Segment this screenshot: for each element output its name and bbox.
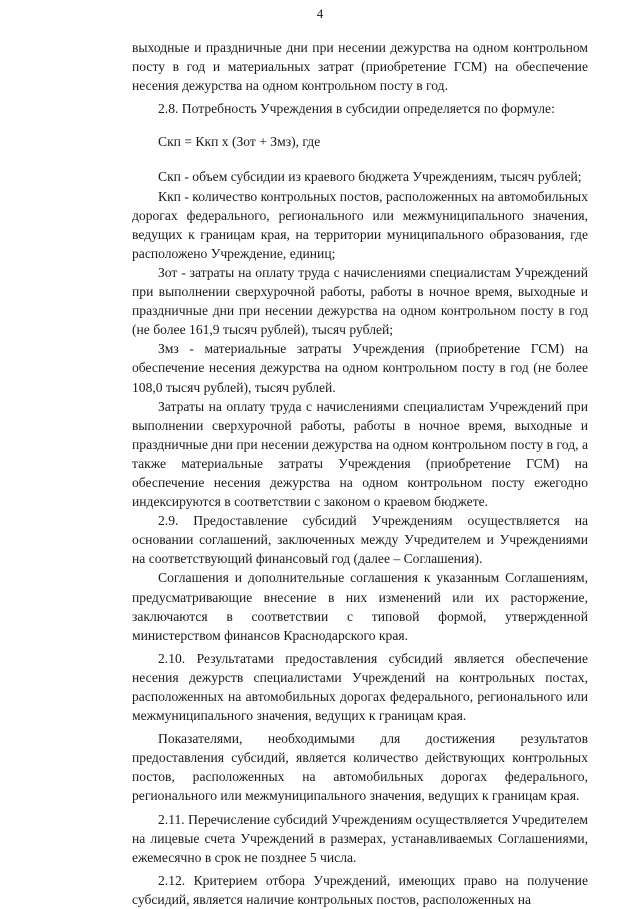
paragraph-2-9: 2.9. Предоставление субсидий Учреждениям осуществляется на основании соглашений, заключенных между Учредителем и Учреждениями на соответствующий финансовый год (далее – Соглашения). bbox=[132, 513, 588, 567]
paragraph-indexation: Затраты на оплату труда с начислениями специалистам Учреждений при выполнении сверхурочной работы, работы в ночное время, выходные и праздничные дни при несении дежурства на одном контрольном посту в год, а также материальные затраты Учреждения (приобретение ГСМ) на обеспечение несения дежурства на одном контрольном посту ежегодно индексируются в соответствии с законом о краевом бюджете. bbox=[132, 398, 588, 510]
paragraph-2-10: 2.10. Результатами предоставления субсидий является обеспечение несения дежурств специалистами Учреждений на контрольных постах, расположенных на автомобильных дорогах федерального, регионального или межмуниципального значения, ведущих к границам края. bbox=[132, 650, 588, 724]
paragraph-continuation: выходные и праздничные дни при несении дежурства на одном контрольном посту в год и материальных затрат (приобретение ГСМ) на обеспечение несения дежурства на одном контрольном посту в год. bbox=[132, 40, 588, 94]
paragraph-2-11: 2.11. Перечисление субсидий Учреждениям осуществляется Учредителем на лицевые счета Учреждений в размерах, устанавливаемых Соглашениями, ежемесячно в срок не позднее 5 числа. bbox=[132, 811, 588, 865]
page-number: 4 bbox=[316, 6, 324, 21]
definition-skp: Скп - объем субсидии из краевого бюджета Учреждениям, тысяч рублей; bbox=[158, 169, 582, 185]
paragraph-agreements: Соглашения и дополнительные соглашения к указанным Соглашениям, предусматривающие внесение в них изменений или их расторжение, заключаются в соответствии с типовой формой, утвержденной министерством финансов Краснодарского края. bbox=[132, 570, 588, 643]
document-body bbox=[132, 38, 588, 909]
paragraph-2-12: 2.12. Критерием отбора Учреждений, имеющих право на получение субсидий, является наличие контрольных постов, расположенных на bbox=[132, 872, 588, 907]
definition-kkp: Ккп - количество контрольных постов, расположенных на автомобильных дорогах федерального, регионального или межмуниципального значения, ведущих к границам края, на территории муниципального образования, где расположено Учреждение, единиц; bbox=[132, 188, 588, 261]
definition-zot: Зот - затраты на оплату труда с начислениями специалистам Учреждений при выполнении сверхурочной работы, работы в ночное время, выходные и праздничные дни при несении дежурства на одном контрольном посту в год (не более 161,9 тысяч рублей), тысяч рублей; bbox=[132, 264, 588, 338]
formula: Скп = Ккп х (Зот + Змз), где bbox=[158, 134, 321, 150]
paragraph-2-8: 2.8. Потребность Учреждения в субсидии определяется по формуле: bbox=[158, 101, 555, 117]
definition-zmz: Змз - материальные затраты Учреждения (приобретение ГСМ) на обеспечение несения дежурства на одном контрольном посту в год (не более 108,0 тысяч рублей), тысяч рублей. bbox=[132, 341, 588, 395]
paragraph-indicators: Показателями, необходимыми для достижения результатов предоставления субсидий, является количество действующих контрольных постов, расположенных на автомобильных дорогах федерального, регионального или межмуниципального значения, ведущих к границам края. bbox=[132, 731, 588, 804]
